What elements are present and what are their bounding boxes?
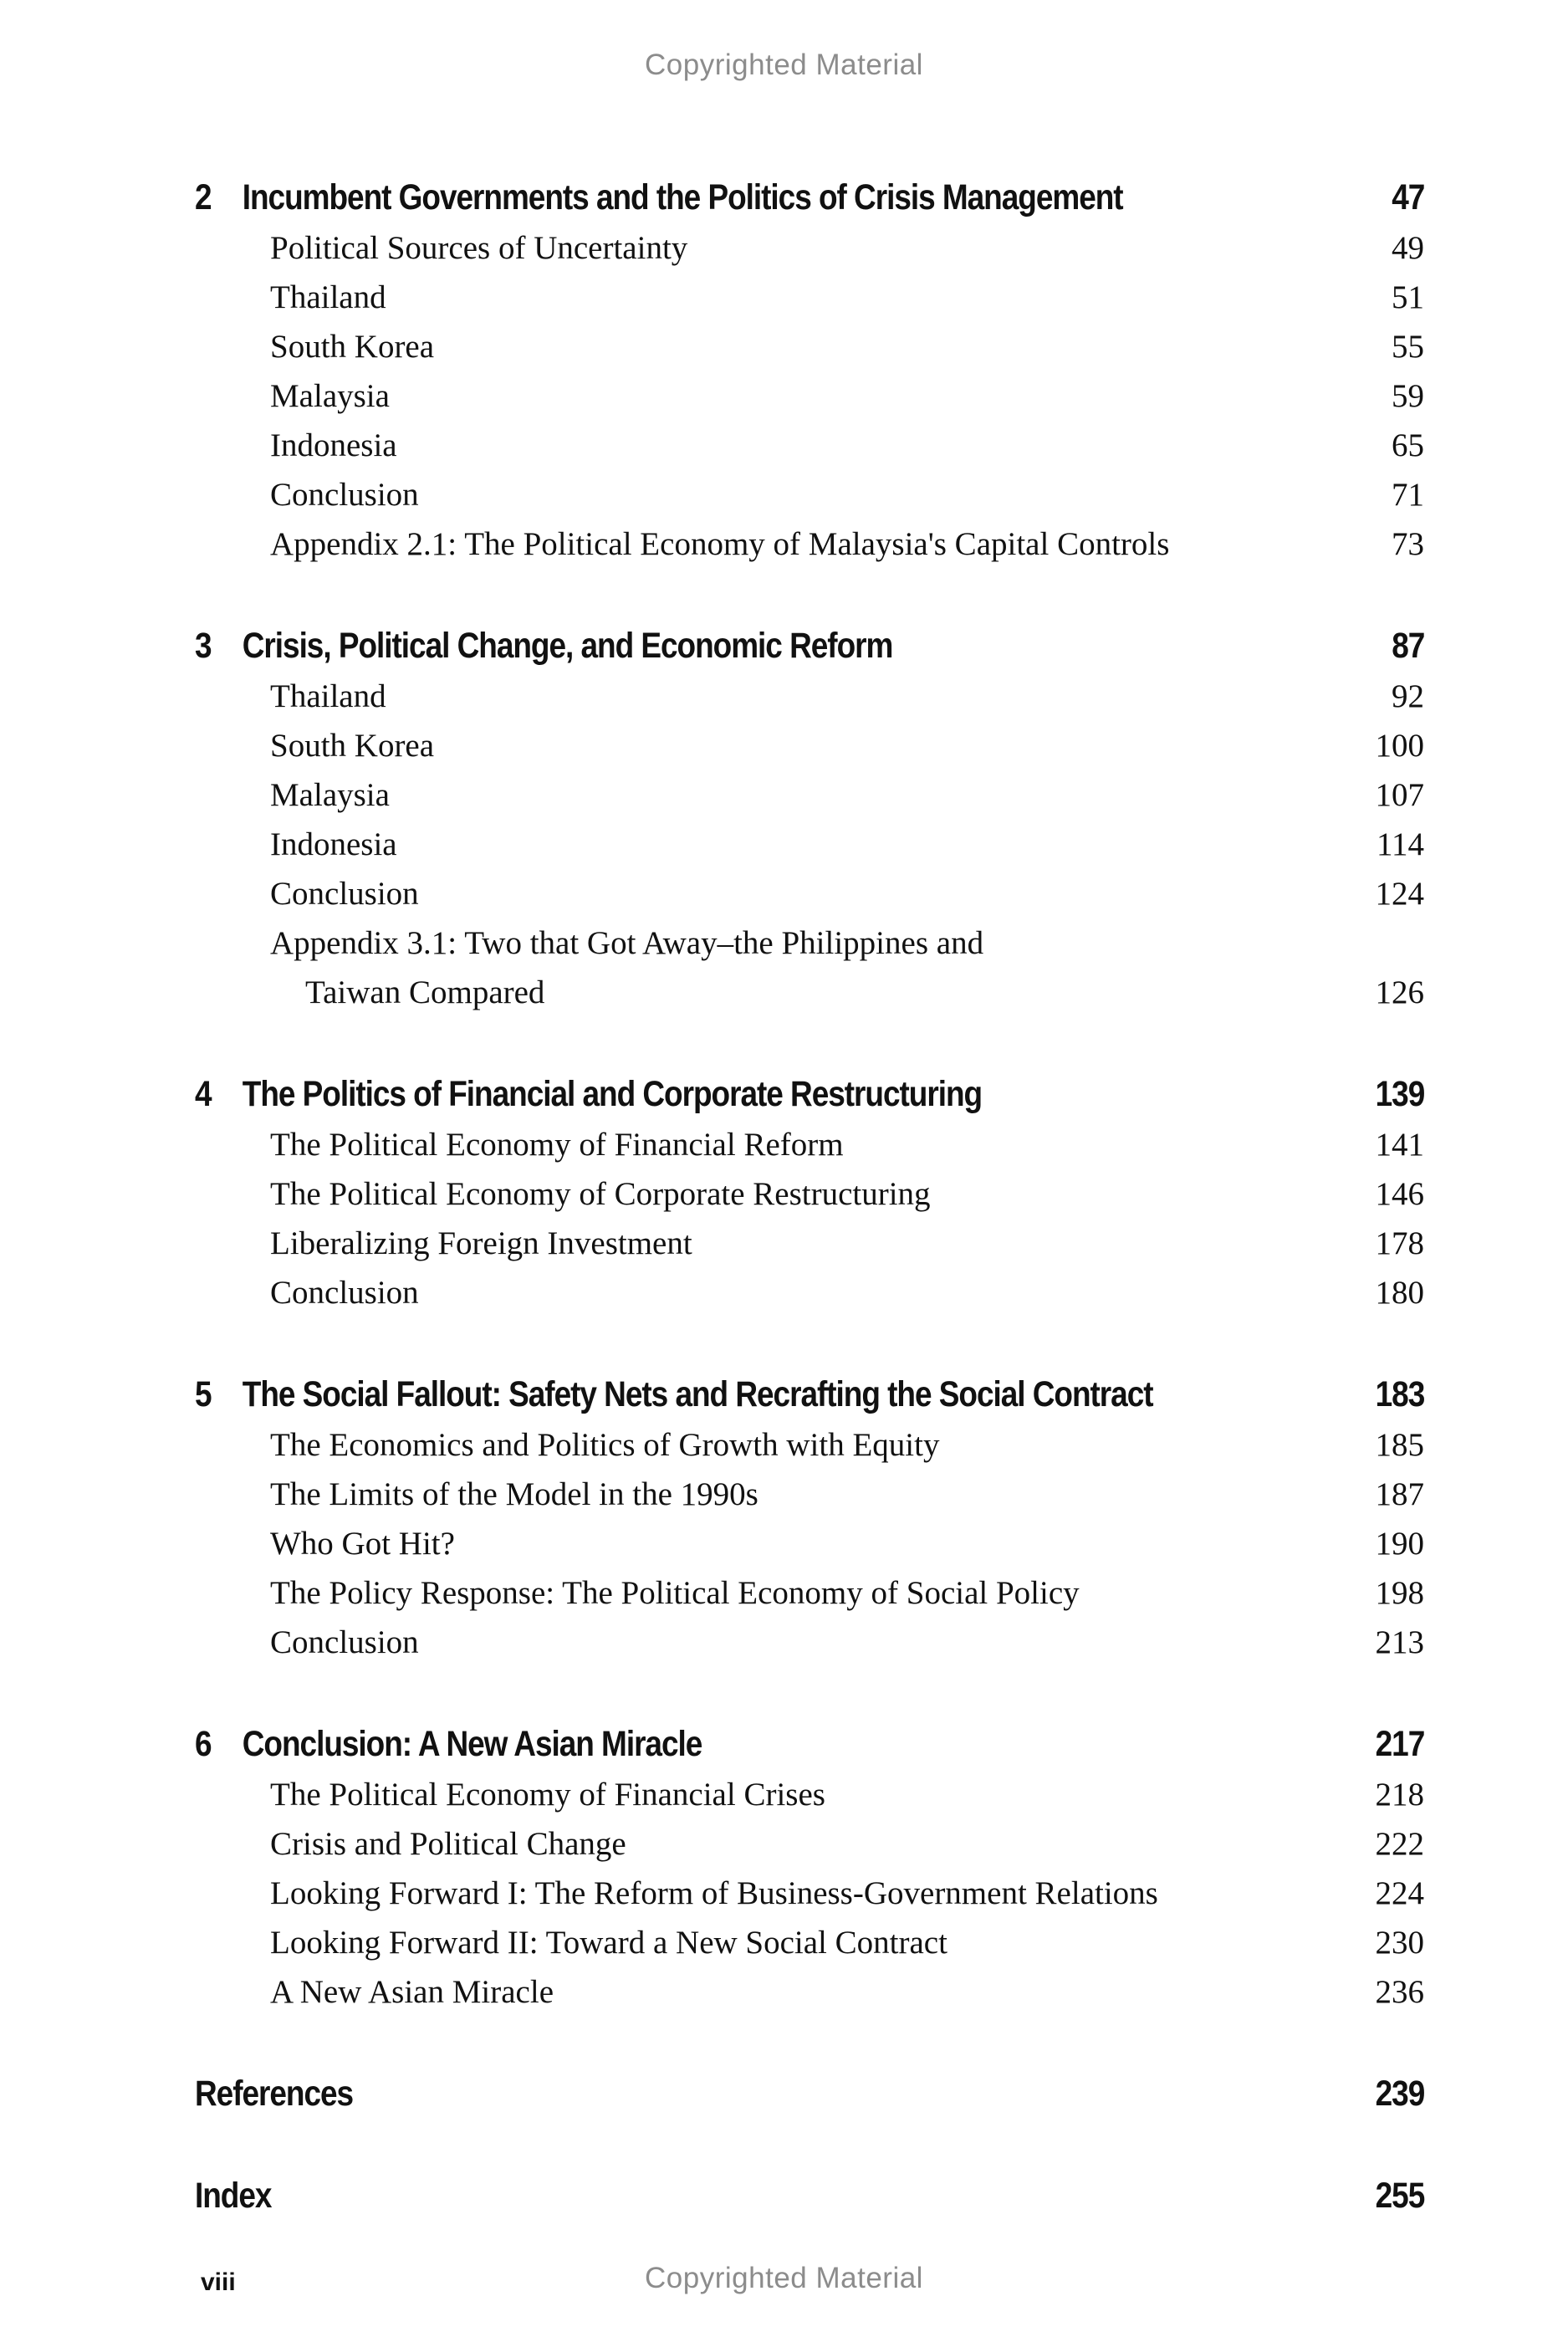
chapter-number: 3 (195, 626, 212, 666)
entry-title: South Korea (270, 728, 435, 764)
entry-title: South Korea (270, 329, 435, 365)
toc-entry-appendix (195, 924, 1424, 1023)
entry-title: Conclusion (270, 1275, 419, 1311)
entry-page-number: 126 (1375, 974, 1424, 1010)
entry-page-number: 222 (1375, 1826, 1424, 1862)
entry-page-number: 178 (1375, 1225, 1424, 1261)
toc-entry (195, 427, 1424, 476)
chapter-2 (195, 177, 1424, 575)
toc-entry (195, 1874, 1424, 1924)
entry-page-number: 224 (1375, 1875, 1424, 1911)
entry-title: Conclusion (270, 1624, 419, 1660)
toc-entry (195, 1973, 1424, 2023)
table-of-contents (195, 177, 1424, 2278)
entry-title: Thailand (270, 279, 386, 315)
toc-entry (195, 377, 1424, 427)
entry-title-line-2: Taiwan Compared (305, 974, 545, 1010)
chapter-4 (195, 1074, 1424, 1323)
toc-entry (195, 826, 1424, 875)
entry-page-number: 185 (1375, 1427, 1424, 1463)
entry-title: Liberalizing Foreign Investment (270, 1225, 692, 1261)
toc-entry (195, 328, 1424, 377)
chapter-number: 5 (195, 1374, 212, 1414)
toc-entry (195, 525, 1424, 575)
entry-page-number: 100 (1375, 728, 1424, 764)
chapter-page-number: 47 (1392, 177, 1425, 217)
references-title: References (195, 2074, 354, 2114)
chapter-number: 4 (195, 1074, 212, 1114)
entry-page-number: 107 (1375, 777, 1424, 813)
chapter-number: 6 (195, 1724, 212, 1764)
toc-entry (195, 727, 1424, 776)
entry-title: The Political Economy of Financial Reform (270, 1127, 844, 1163)
toc-entry (195, 229, 1424, 279)
entry-page-number: 198 (1375, 1575, 1424, 1611)
chapter-heading (195, 626, 1424, 678)
entry-page-number: 213 (1375, 1624, 1424, 1660)
chapter-title: Incumbent Governments and the Politics of Crisis Management (242, 177, 1123, 217)
chapter-3 (195, 626, 1424, 1023)
entry-title: A New Asian Miracle (270, 1974, 554, 2010)
toc-entry (195, 279, 1424, 328)
entry-page-number: 218 (1375, 1777, 1424, 1813)
entry-page-number: 187 (1375, 1476, 1424, 1512)
chapter-heading (195, 177, 1424, 229)
entry-title: Malaysia (270, 378, 390, 414)
toc-entry (195, 1426, 1424, 1475)
entry-title: The Economics and Politics of Growth with Equity (270, 1427, 940, 1463)
entry-page-number: 190 (1375, 1526, 1424, 1562)
toc-index (195, 2176, 1424, 2227)
toc-entry (195, 1776, 1424, 1825)
toc-entry (195, 476, 1424, 525)
toc-entry (195, 1924, 1424, 1973)
entry-page-number: 65 (1392, 427, 1424, 463)
entry-page-number: 71 (1392, 477, 1424, 513)
entry-page-number: 146 (1375, 1176, 1424, 1212)
chapter-heading (195, 1374, 1424, 1426)
entry-page-number: 92 (1392, 678, 1424, 714)
entry-page-number: 49 (1392, 230, 1424, 266)
chapter-title: Conclusion: A New Asian Miracle (242, 1724, 702, 1764)
entry-title: Thailand (270, 678, 386, 714)
chapter-heading (195, 1074, 1424, 1126)
entry-page-number: 180 (1375, 1275, 1424, 1311)
toc-entry (195, 1825, 1424, 1874)
entry-page-number: 124 (1375, 876, 1424, 912)
entry-title: The Limits of the Model in the 1990s (270, 1476, 758, 1512)
chapter-page-number: 87 (1392, 626, 1425, 666)
chapter-5 (195, 1374, 1424, 1673)
chapter-page-number: 139 (1375, 1074, 1425, 1114)
entry-title: Political Sources of Uncertainty (270, 230, 688, 266)
toc-references (195, 2074, 1424, 2125)
chapter-page-number: 183 (1375, 1374, 1425, 1414)
entry-page-number: 114 (1376, 826, 1424, 862)
entry-page-number: 236 (1375, 1974, 1424, 2010)
entry-title: Who Got Hit? (270, 1526, 455, 1562)
toc-entry (195, 1475, 1424, 1525)
watermark-top: Copyrighted Material (645, 49, 923, 81)
references-page-number: 239 (1375, 2074, 1425, 2114)
index-title: Index (195, 2176, 272, 2216)
entry-page-number: 141 (1375, 1127, 1424, 1163)
chapter-title: The Politics of Financial and Corporate Restructuring (242, 1074, 983, 1114)
toc-entry (195, 1225, 1424, 1274)
entry-page-number: 59 (1392, 378, 1424, 414)
toc-entry (195, 1574, 1424, 1624)
entry-title: Conclusion (270, 477, 419, 513)
toc-entry (195, 1175, 1424, 1225)
chapter-title: Crisis, Political Change, and Economic Reform (242, 626, 893, 666)
toc-entry (195, 1126, 1424, 1175)
entry-page-number: 73 (1392, 526, 1424, 562)
toc-entry (195, 1525, 1424, 1574)
entry-title: Indonesia (270, 427, 397, 463)
chapter-number: 2 (195, 177, 212, 217)
entry-title: Indonesia (270, 826, 397, 862)
page-folio: viii (201, 2268, 236, 2296)
entry-title: Looking Forward II: Toward a New Social Contract (270, 1925, 947, 1961)
entry-title: Appendix 2.1: The Political Economy of Malaysia's Capital Controls (270, 526, 1170, 562)
toc-entry (195, 678, 1424, 727)
entry-title: The Policy Response: The Political Economy of Social Policy (270, 1575, 1080, 1611)
entry-title: Malaysia (270, 777, 390, 813)
chapter-title: The Social Fallout: Safety Nets and Recrafting the Social Contract (242, 1374, 1153, 1414)
entry-title: Looking Forward I: The Reform of Business-Government Relations (270, 1875, 1158, 1911)
entry-title: The Political Economy of Corporate Restructuring (270, 1176, 931, 1212)
toc-entry (195, 1624, 1424, 1673)
entry-page-number: 55 (1392, 329, 1424, 365)
entry-page-number: 51 (1392, 279, 1424, 315)
entry-title-line-1: Appendix 3.1: Two that Got Away–the Philippines and (270, 925, 984, 961)
entry-title: Conclusion (270, 876, 419, 912)
chapter-6 (195, 1724, 1424, 2023)
entry-page-number: 230 (1375, 1925, 1424, 1961)
watermark-bottom: Copyrighted Material (645, 2262, 923, 2294)
entry-title-line-2-row (270, 974, 1424, 1023)
chapter-page-number: 217 (1375, 1724, 1425, 1764)
index-page-number: 255 (1375, 2176, 1425, 2216)
entry-title: The Political Economy of Financial Crises (270, 1777, 825, 1813)
entry-title: Crisis and Political Change (270, 1826, 626, 1862)
chapter-heading (195, 1724, 1424, 1776)
toc-entry (195, 776, 1424, 826)
toc-entry (195, 1274, 1424, 1323)
toc-entry (195, 875, 1424, 924)
